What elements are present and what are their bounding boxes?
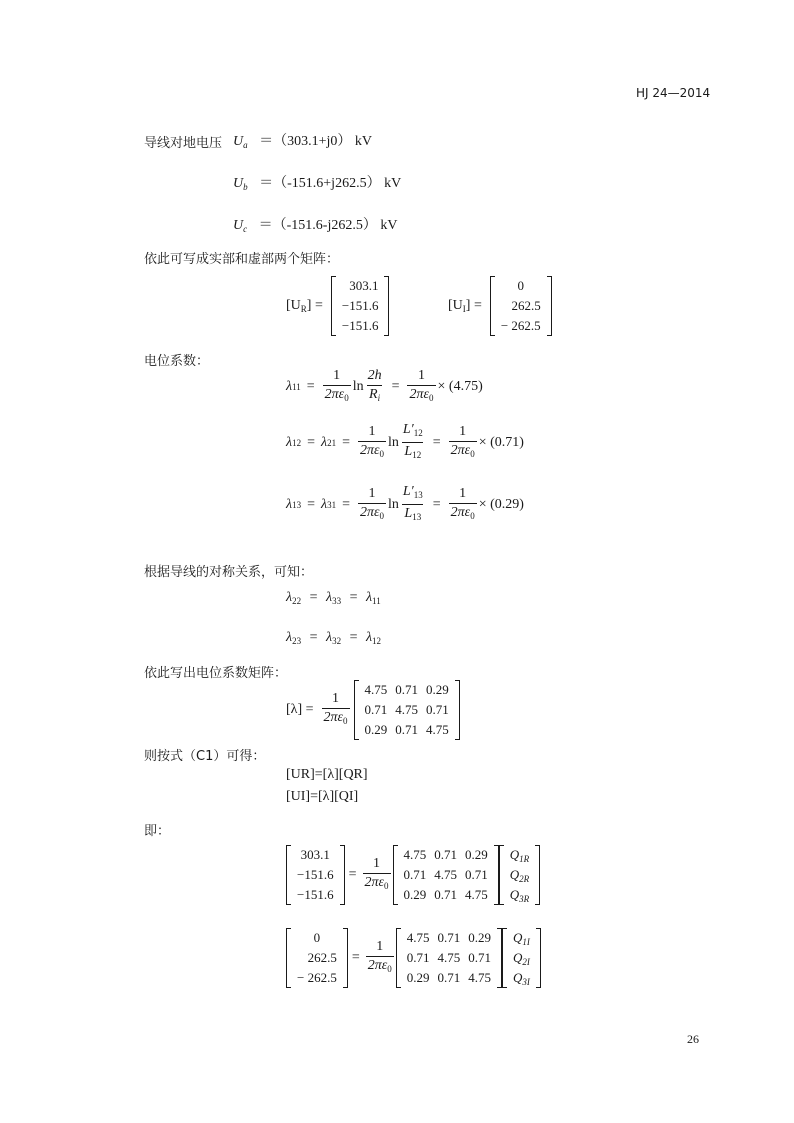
qi-column-matrix: $Q_{1I}$ $Q_{2I}$ $Q_{3I}$ <box>502 928 541 988</box>
fraction: $\frac{L'_{13}}{L_{13}}$ <box>401 484 425 525</box>
c1-equation-2: [UI]=[λ][QI] <box>286 789 359 804</box>
uc-symbol: U <box>233 218 244 233</box>
voltage-uc <box>233 214 397 234</box>
ur-matrix-block <box>286 276 389 336</box>
ui-matrix-block <box>448 276 552 336</box>
lambda-matrix-intro: 依此写出电位系数矩阵： <box>144 666 288 681</box>
uc-value: ＝（-151.6-j262.5） kV <box>258 218 398 233</box>
ui-value: 0 <box>517 278 525 293</box>
c1-text: 则按式（C1）可得： <box>144 749 266 764</box>
lambda-matrix-equation: [λ] = $\frac{1}{2\pi\varepsilon_0}$ 4.75 0.71 0.29 0.71 4.75 0.71 0.29 0.71 4.75 <box>286 680 460 740</box>
imaginary-part-equation: 0 262.5 − 262.5 = $\frac{1}{2\pi\varepsilon_0}$ 4.75 0.71 0.29 0.71 4.75 0.71 0.29 0.71 4.75 $Q_{1I}$ $Q_{2I}$ $Q_{3I}$ <box>286 928 541 988</box>
ur-column-matrix: 303.1 −151.6 −151.6 <box>286 845 345 905</box>
lambda13-equation: λ 13 = λ 31 = $\frac{1}{2\pi\varepsilon_0}$ ln $\frac{L'_{13}}{L_{13}}$ = $\frac{1}{2\pi\varepsilon_0}$ × (0.29) <box>286 484 524 525</box>
coefficient-matrix: 4.75 0.71 0.29 0.71 4.75 0.71 0.29 0.71 4.75 <box>396 928 502 988</box>
lambda-matrix: 4.75 0.71 0.29 0.71 4.75 0.71 0.29 0.71 4.75 <box>354 680 460 740</box>
ua-symbol: U <box>233 134 244 149</box>
ui-label: $[U_I]$ = <box>448 298 482 314</box>
coeff-heading: 电位系数： <box>144 354 210 369</box>
voltage-ub <box>233 172 401 192</box>
ur-matrix <box>331 276 390 336</box>
coefficient-matrix: 4.75 0.71 0.29 0.71 4.75 0.71 0.29 0.71 4.75 <box>393 845 499 905</box>
fraction: $\frac{1}{2\pi\varepsilon_0}$ <box>449 424 477 462</box>
real-part-equation: 303.1 −151.6 −151.6 = $\frac{1}{2\pi\varepsilon_0}$ 4.75 0.71 0.29 0.71 4.75 0.71 0.29 0.71 4.75 $Q_{1R}$ $Q_{2R}$ $Q_{3R}$ <box>286 845 540 905</box>
ur-value: −151.6 <box>341 318 379 333</box>
ui-value: − 262.5 <box>500 318 541 333</box>
symmetry-equation-1: $\lambda_{22} = \lambda_{33} = \lambda_{11}$ <box>286 590 381 606</box>
fraction: $\frac{1}{2\pi\varepsilon_0}$ <box>366 939 394 977</box>
fraction: $\frac{1}{2\pi\varepsilon_0}$ <box>363 856 391 894</box>
ji-label: 即： <box>144 824 171 839</box>
ub-value: ＝（-151.6+j262.5） kV <box>259 176 402 191</box>
fraction: $\frac{1}{2\pi\varepsilon_0}$ <box>358 424 386 462</box>
lambda12-equation: λ 12 = λ 21 = $\frac{1}{2\pi\varepsilon_0}$ ln $\frac{L'_{12}}{L_{12}}$ = $\frac{1}{2\pi\varepsilon_0}$ × (0.71) <box>286 422 524 463</box>
fraction: $\frac{1}{2\pi\varepsilon_0}$ <box>322 691 350 729</box>
voltage-intro: 导线对地电压 <box>144 136 223 151</box>
standard-code-header: HJ 24—2014 <box>636 86 711 100</box>
ua-sub: a <box>243 140 248 150</box>
symmetry-equation-2: $\lambda_{23} = \lambda_{32} = \lambda_{12}$ <box>286 630 382 646</box>
voltage-ua <box>233 130 372 150</box>
fraction: $\frac{2h}{R_i}$ <box>366 368 384 406</box>
ui-value: 262.5 <box>511 298 541 313</box>
fraction: $\frac{1}{2\pi\varepsilon_0}$ <box>449 486 477 524</box>
qr-column-matrix: $Q_{1R}$ $Q_{2R}$ $Q_{3R}$ <box>499 845 540 905</box>
ur-value: 303.1 <box>349 278 379 293</box>
ub-symbol: U <box>233 176 244 191</box>
lambda11-equation: λ 11 = $\frac{1}{2\pi\varepsilon_0}$ ln $\frac{2h}{R_i}$ = $\frac{1}{2\pi\varepsilon_0}$ × (4.75) <box>286 368 483 406</box>
fraction: $\frac{1}{2\pi\varepsilon_0}$ <box>358 486 386 524</box>
ui-column-matrix: 0 262.5 − 262.5 <box>286 928 348 988</box>
ui-matrix <box>490 276 552 336</box>
matrices-intro: 依此可写成实部和虚部两个矩阵： <box>144 252 340 267</box>
fraction: $\frac{1}{2\pi\varepsilon_0}$ <box>407 368 435 406</box>
ur-value: −151.6 <box>341 298 379 313</box>
symmetry-text: 根据导线的对称关系，可知： <box>144 565 314 580</box>
fraction: $\frac{L'_{12}}{L_{12}}$ <box>401 422 425 463</box>
ub-sub: b <box>243 182 248 192</box>
ur-label: $[U_R]$ = <box>286 298 323 314</box>
c1-equation-1: [UR]=[λ][QR] <box>286 767 368 782</box>
uc-sub: c <box>243 224 248 234</box>
fraction: $\frac{1}{2\pi\varepsilon_0}$ <box>323 368 351 406</box>
ua-value: ＝（303.1+j0） kV <box>259 134 373 149</box>
page-number: 26 <box>687 1032 699 1046</box>
